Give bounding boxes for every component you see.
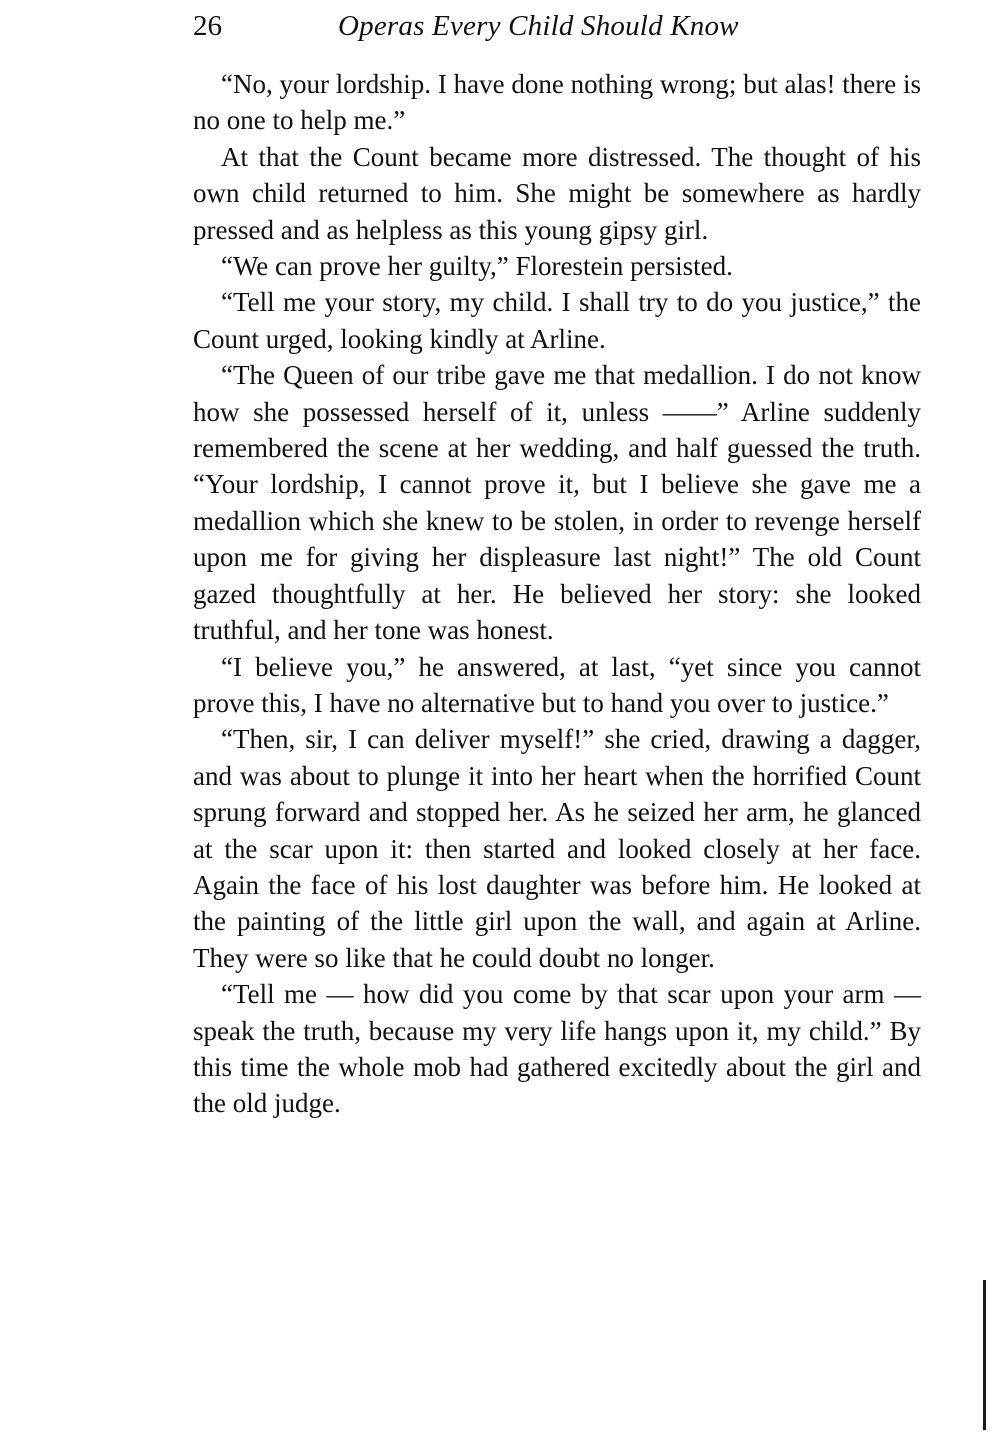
paragraph: “We can prove her guilty,” Florestein persisted. — [221, 251, 733, 282]
paragraph: “Then, sir, I can deliver myself!” she cried, drawing a dagger, and was about to plunge it into her heart when the horrified Count sprung forward and stopped her. As he seized her arm, he glanced at the scar upon it: then started and looked closely at her face. Again the face of his lost daughter was before him. He looked at the painting of the little girl upon the wall, and again at Arline. They were so like that he could doubt no longer. — [193, 724, 921, 973]
page-header — [193, 6, 923, 46]
paragraph: “Tell me your story, my child. I shall try to do you justice,” the Count urged, looking kindly at Arline. — [193, 287, 921, 354]
paragraph: At that the Count became more distressed. The thought of his own child returned to him. She might be somewhere as hardly pressed and as helpless as this young gipsy girl. — [193, 141, 921, 245]
body-text — [193, 66, 921, 1122]
paragraph: “The Queen of our tribe gave me that medallion. I do not know how she possessed herself of it, unless ——” Arline suddenly remembered the scene at her wedding, and half guessed the truth. “Your lordship, I cannot prove it, but I believe she gave me a medallion which she knew to be stolen, in order to revenge herself upon me for giving her displeasure last night!” The old Count gazed thoughtfully at her. He believed her story: she looked truthful, and her tone was honest. — [193, 360, 921, 646]
scan-edge-line — [983, 1280, 986, 1430]
paragraph: “Tell me — how did you come by that scar upon your arm — speak the truth, because my very life hangs upon it, my child.” By this time the whole mob had gathered excitedly about the girl and the old judge. — [193, 979, 921, 1119]
page-number: 26 — [193, 10, 222, 42]
paragraph: “I believe you,” he answered, at last, “yet since you cannot prove this, I have no alternative but to hand you over to justice.” — [193, 651, 921, 718]
running-title: Operas Every Child Should Know — [338, 10, 739, 42]
paragraph: “No, your lordship. I have done nothing wrong; but alas! there is no one to help me.” — [193, 69, 921, 136]
